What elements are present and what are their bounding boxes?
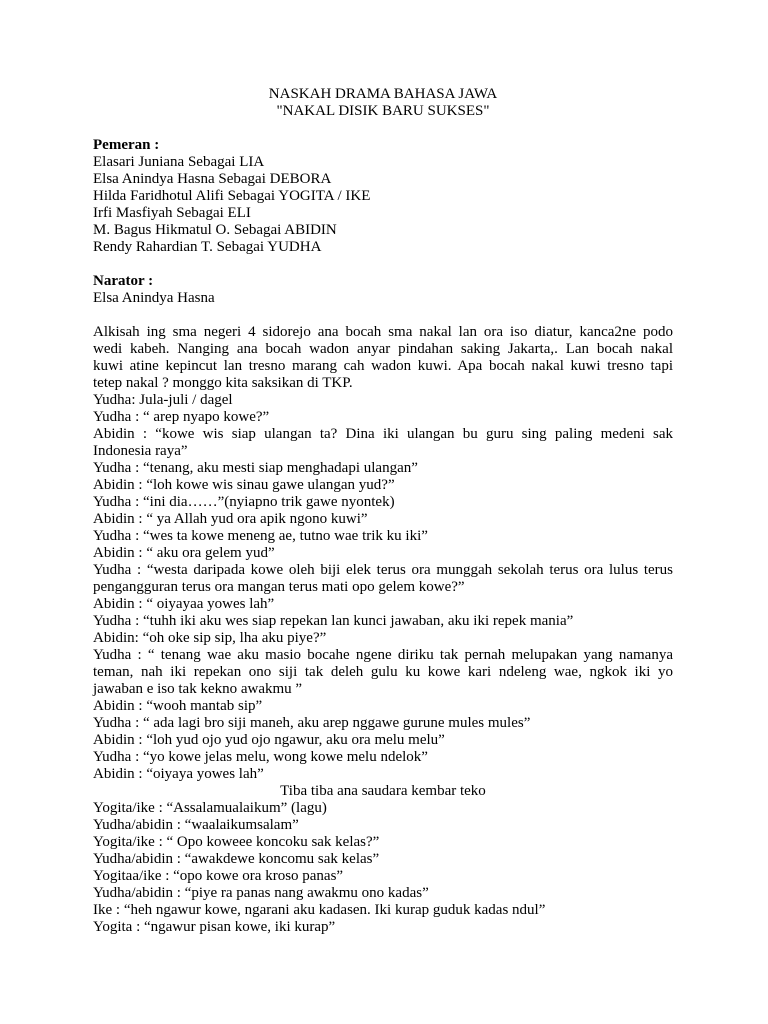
dialogue-line: Yudha : “ ada lagi bro siji maneh, aku arep nggawe gurune mules mules” <box>93 715 531 731</box>
dialogue-line: Yudha/abidin : “piye ra panas nang awakmu ono kadas” <box>93 885 429 901</box>
dialogue-line: Yudha : “ini dia……”(nyiapno trik gawe nyontek) <box>93 494 395 510</box>
narrator-heading: Narator : <box>93 273 154 289</box>
dialogue-line: Yudha/abidin : “awakdewe koncomu sak kelas” <box>93 851 380 867</box>
dialogue-line: Yogitaa/ike : “opo kowe ora kroso panas” <box>93 868 344 884</box>
dialogue-line: Abidin : “loh kowe wis sinau gawe ulangan yud?” <box>93 477 395 493</box>
dialogue-line: Yudha/abidin : “waalaikumsalam” <box>93 817 299 833</box>
dialogue-line: Abidin : “ aku ora gelem yud” <box>93 545 275 561</box>
dialogue-line: Yudha : “ arep nyapo kowe?” <box>93 409 270 425</box>
dialogue-line: Yudha : “ tenang wae aku masio bocahe ngene diriku tak pernah melupakan yang namanya <box>93 647 673 663</box>
dialogue-line: Abidin : “ oiyayaa yowes lah” <box>93 596 275 612</box>
title-block <box>93 86 673 120</box>
intro-line: kuwi atine kepincut lan tresno marang cah wadon kuwi. Apa bocah nakal kuwi tresno tapi <box>93 358 673 374</box>
dialogue-line: Ike : “heh ngawur kowe, ngarani aku kadasen. Iki kurap guduk kadas ndul” <box>93 902 546 918</box>
dialogue-line: jawaban e iso tak kekno awakmu ” <box>93 681 303 697</box>
dialogue-line: teman, nah iki repekan ono siji tak deleh gulu ku kowe kari ndeleng wae, ngkok iki yo <box>93 664 673 680</box>
cast-list <box>93 154 673 256</box>
intro-paragraph <box>93 324 673 392</box>
dialogue-line: Yogita : “ngawur pisan kowe, iki kurap” <box>93 919 336 935</box>
dialogue-line: Abidin : “wooh mantab sip” <box>93 698 263 714</box>
dialogue-line: Yogita/ike : “Assalamualaikum” (lagu) <box>93 800 327 816</box>
dialogue-line: Yudha : “yo kowe jelas melu, wong kowe melu ndelok” <box>93 749 428 765</box>
dialogue-line: Yudha : “tuhh iki aku wes siap repekan lan kunci jawaban, aku iki repek mania” <box>93 613 574 629</box>
dialogue-line: Abidin : “oiyaya yowes lah” <box>93 766 264 782</box>
dialogue-line: Yudha: Jula-juli / dagel <box>93 392 233 408</box>
cast-item: Irfi Masfiyah Sebagai ELI <box>93 205 251 221</box>
dialogue-line: pengangguran terus ora mangan terus mati opo gelem kowe?” <box>93 579 465 595</box>
cast-item: Rendy Rahardian T. Sebagai YUDHA <box>93 239 322 255</box>
cast-item: M. Bagus Hikmatul O. Sebagai ABIDIN <box>93 222 337 238</box>
dialogue-line: Abidin : “kowe wis siap ulangan ta? Dina iki ulangan bu guru sing paling medeni sak <box>93 426 673 442</box>
cast-item: Hilda Faridhotul Alifi Sebagai YOGITA / IKE <box>93 188 371 204</box>
dialogue-line: Abidin: “oh oke sip sip, lha aku piye?” <box>93 630 327 646</box>
dialogue <box>93 392 673 936</box>
intro-line: tetep nakal ? monggo kita saksikan di TKP. <box>93 375 353 391</box>
dialogue-line: Yogita/ike : “ Opo koweee koncoku sak kelas?” <box>93 834 380 850</box>
dialogue-line: Indonesia raya” <box>93 443 188 459</box>
cast-heading: Pemeran : <box>93 137 160 153</box>
intro-line: wedi kabeh. Nanging ana bocah wadon anyar pindahan saking Jakarta,. Lan bocah nakal <box>93 341 673 357</box>
cast-item: Elsa Anindya Hasna Sebagai DEBORA <box>93 171 332 187</box>
dialogue-line: Yudha : “wes ta kowe meneng ae, tutno wae trik ku iki” <box>93 528 428 544</box>
dialogue-line: Yudha : “westa daripada kowe oleh biji elek terus ora munggah sekolah terus ora lulus terus <box>93 562 673 578</box>
cast-item: Elasari Juniana Sebagai LIA <box>93 154 265 170</box>
stage-direction: Tiba tiba ana saudara kembar teko <box>280 783 486 799</box>
dialogue-line: Abidin : “ ya Allah yud ora apik ngono kuwi” <box>93 511 368 527</box>
dialogue-line: Abidin : “loh yud ojo yud ojo ngawur, aku ora melu melu” <box>93 732 445 748</box>
document-title: NASKAH DRAMA BAHASA JAWA <box>268 86 498 102</box>
document-subtitle: "NAKAL DISIK BARU SUKSES" <box>276 103 490 119</box>
narrator-name: Elsa Anindya Hasna <box>93 290 215 306</box>
intro-line: Alkisah ing sma negeri 4 sidorejo ana bocah sma nakal lan ora iso diatur, kanca2ne podo <box>93 324 673 340</box>
dialogue-line: Yudha : “tenang, aku mesti siap menghadapi ulangan” <box>93 460 418 476</box>
